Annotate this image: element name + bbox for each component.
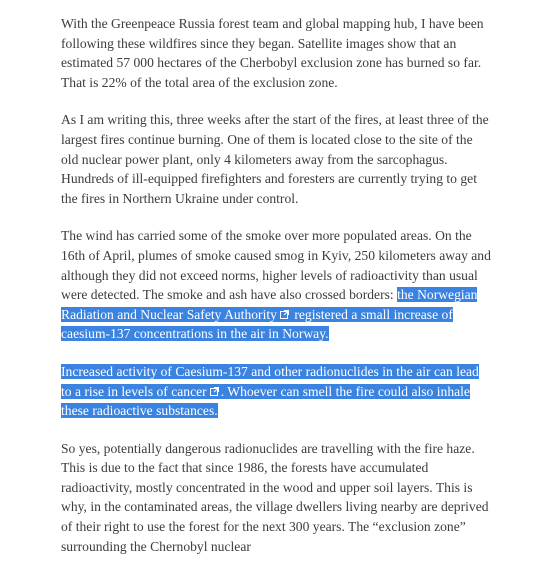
nrpa-link[interactable]: the Norwegian Radiation and Nuclear Safety Authority (61, 287, 478, 322)
paragraph-4-tail: . Whoever can smell the fire could also inhale these radioactive substances. (61, 383, 470, 419)
cancer-link[interactable]: cancer (171, 383, 207, 399)
paragraph-3-text: The wind has carried some of the smoke over more populated areas. On the 16th of April, plumes of smoke caused smog in Kyiv, 250 kilometers away and although they did not exceed norms, higher levels of radioactivity than usual were detected. The smoke and ash have also crossed borders: (61, 228, 491, 303)
paragraph-1: With the Greenpeace Russia forest team and global mapping hub, I have been following these wildfires since they began. Satellite images show that an estimated 57 000 hectares of the Cherbobyl exclusion zone has burned so far. That is 22% of the total area of the exclusion zone. (61, 16, 484, 90)
highlighted-selection-2 (61, 364, 479, 418)
paragraph-4-text: Increased activity of Caesium-137 and other radionuclides in the air can lead to a rise in levels of (61, 363, 479, 399)
external-link-icon[interactable] (280, 310, 289, 319)
paragraph-2: As I am writing this, three weeks after the start of the fires, at least three of the largest fires continue burning. One of them is located close to the site of the old nuclear power plant, only 4 kilometers away from the sarcophagus. Hundreds of ill-equipped firefighters and foresters are currently trying to get the fires in Northern Ukraine under control. (61, 112, 489, 206)
paragraph-5: So yes, potentially dangerous radionuclides are travelling with the fire haze. This is due to the fact that since 1986, the forests have accumulated radioactivity, mostly concentrated in the wood and upper soil layers. This is why, in the contaminated areas, the village dwellers living nearby are deprived of their right to use the forest for the next 300 years. The “exclusion zone” surrounding the Chernobyl nuclear (61, 440, 489, 554)
paragraph-3 (61, 226, 491, 344)
article-body (61, 14, 491, 574)
paragraph-4 (61, 362, 491, 421)
external-link-icon[interactable] (210, 387, 219, 396)
paragraph-3-tail: registered a small increase of caesium-137 concentrations in the air in Norway. (61, 306, 453, 342)
